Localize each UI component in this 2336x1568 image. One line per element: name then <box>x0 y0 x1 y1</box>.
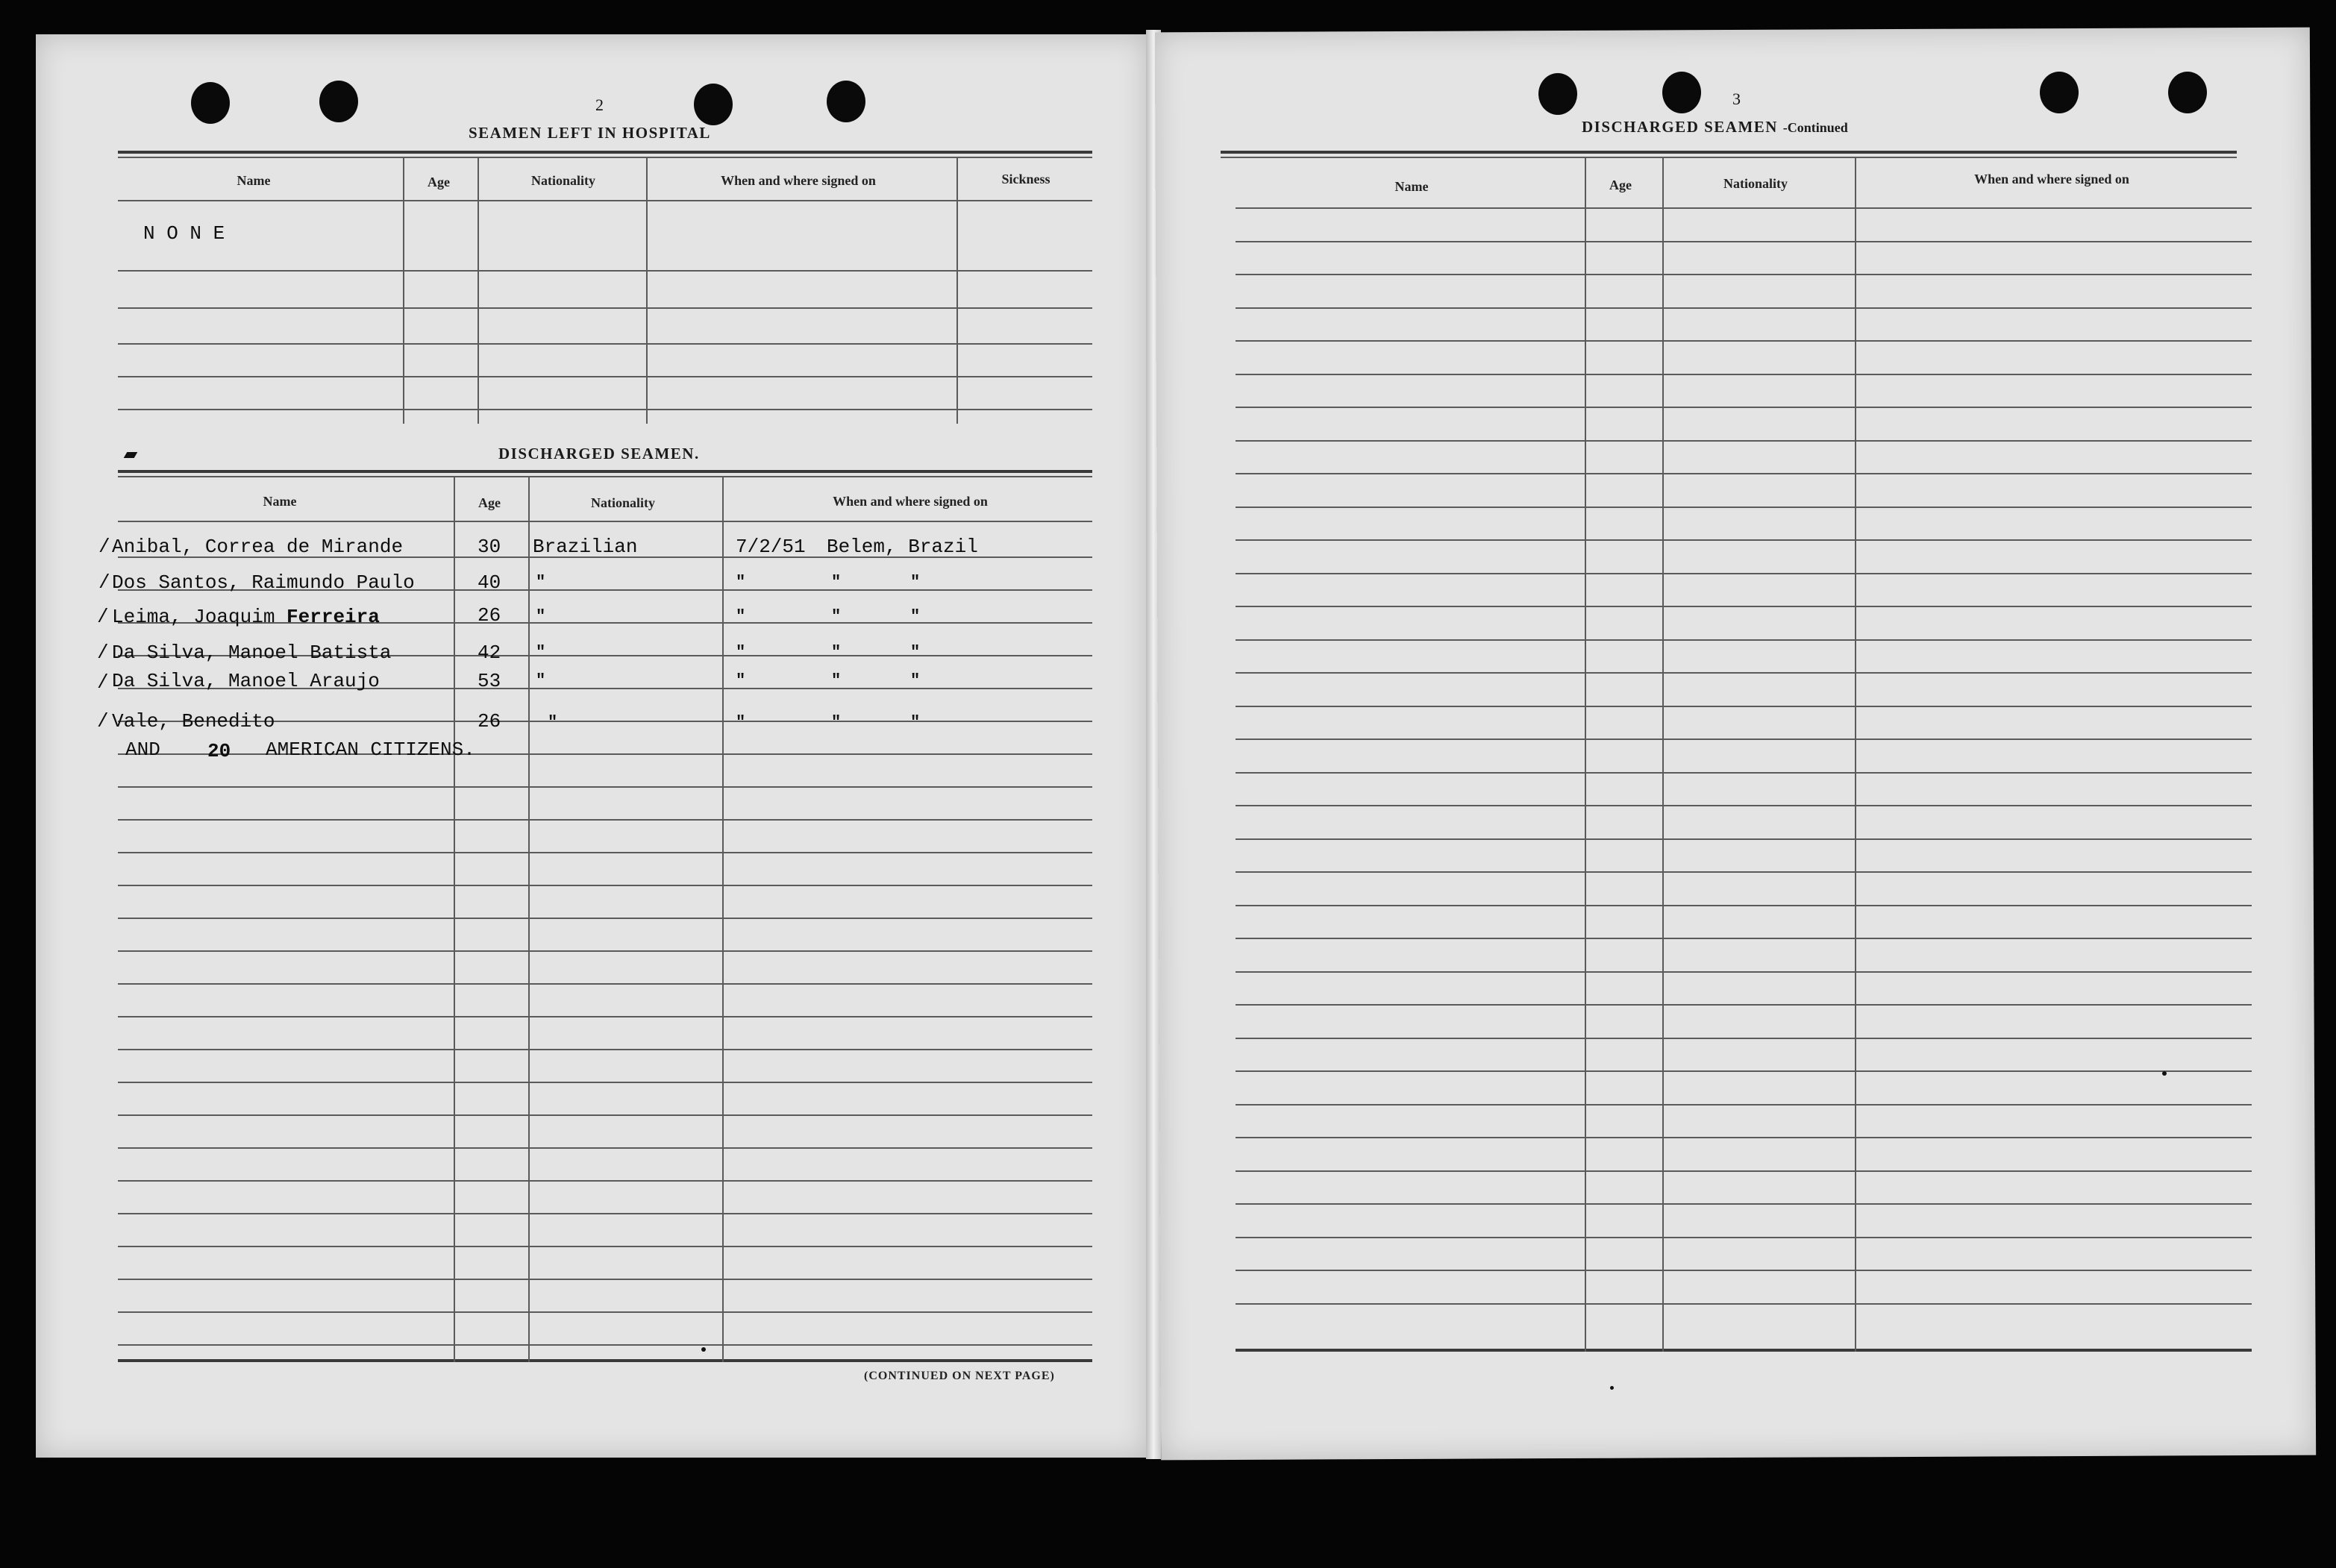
punch-hole <box>2168 72 2207 113</box>
col-divider <box>1662 158 1664 1352</box>
ruled-line <box>118 786 1092 788</box>
ruled-line <box>118 1279 1092 1280</box>
ruled-line <box>118 885 1092 886</box>
punch-hole <box>694 84 733 125</box>
ditto-mark: " <box>831 643 842 662</box>
col-sickness: Sickness <box>1001 172 1050 186</box>
ruled-line <box>1236 573 2252 574</box>
seaman-age: 30 <box>477 536 501 558</box>
col-age: Age <box>478 495 501 510</box>
ruled-line <box>1236 374 2252 375</box>
rule <box>118 470 1092 473</box>
ruled-line <box>1236 1137 2252 1138</box>
ditto-mark: " <box>736 573 746 592</box>
check-mark: / <box>97 642 109 664</box>
ruled-line <box>1236 706 2252 707</box>
ruled-line <box>118 819 1092 821</box>
ruled-line <box>1236 1038 2252 1039</box>
col-nationality: Nationality <box>590 495 655 510</box>
seaman-age: 42 <box>477 642 501 664</box>
ditto-mark: " <box>910 573 921 592</box>
ditto-mark: " <box>831 573 842 592</box>
col-divider <box>528 477 530 1362</box>
col-divider <box>454 477 455 1362</box>
ruled-line <box>118 918 1092 919</box>
ruled-line <box>1236 639 2252 641</box>
ditto-mark: " <box>736 643 746 662</box>
ruled-line <box>1236 307 2252 309</box>
ruled-line <box>1236 1237 2252 1238</box>
ruled-line <box>118 1246 1092 1247</box>
american-count: 20 <box>207 740 231 762</box>
ruled-line <box>1236 274 2252 275</box>
ruled-line <box>1236 738 2252 740</box>
ruled-line <box>118 1311 1092 1313</box>
discharged-continued-title <box>1582 118 1848 137</box>
ruled-line <box>118 852 1092 853</box>
punch-hole <box>191 82 230 124</box>
ruled-line <box>1236 905 2252 906</box>
ruled-line <box>118 1016 1092 1017</box>
col-when-where: When and where signed on <box>1974 172 2129 186</box>
ditto-mark: " <box>536 573 546 592</box>
seaman-name: Da Silva, Manoel Araujo <box>112 670 380 692</box>
american-and: AND <box>125 738 160 761</box>
page-number: 3 <box>1732 90 1741 108</box>
ruled-line <box>1236 473 2252 474</box>
title-suffix: -Continued <box>1782 120 1848 135</box>
ruled-line <box>1236 340 2252 342</box>
ruled-line <box>1236 1203 2252 1205</box>
seaman-nationality: Brazilian <box>533 536 638 558</box>
ruled-line <box>1236 606 2252 607</box>
ruled-line <box>1236 1070 2252 1072</box>
ruled-line <box>118 983 1092 985</box>
seaman-name <box>112 606 380 628</box>
col-divider <box>1855 158 1856 1352</box>
discharged-title: DISCHARGED SEAMEN. <box>498 445 700 462</box>
seaman-name-overstrike: Ferreira <box>286 606 380 628</box>
rule <box>118 409 1092 410</box>
signed-on-place: Belem, Brazil <box>827 536 978 558</box>
ruled-line <box>1236 1170 2252 1172</box>
ditto-mark: " <box>831 671 842 690</box>
hospital-title: SEAMEN LEFT IN HOSPITAL <box>469 124 711 142</box>
punch-hole <box>827 81 865 122</box>
ditto-mark: " <box>536 643 546 662</box>
ruled-line <box>1236 1004 2252 1006</box>
check-mark: / <box>98 536 110 558</box>
ruled-line <box>118 1213 1092 1214</box>
rule <box>118 476 1092 477</box>
hospital-none: N O N E <box>143 222 225 245</box>
rule <box>118 521 1092 522</box>
col-divider <box>722 477 724 1362</box>
ruled-line <box>118 1114 1092 1116</box>
rule <box>118 270 1092 272</box>
ruled-line <box>118 753 1092 755</box>
ruled-line <box>1236 539 2252 541</box>
ditto-mark: " <box>736 713 746 732</box>
seaman-name: Dos Santos, Raimundo Paulo <box>112 571 415 594</box>
ruled-line <box>1236 1104 2252 1106</box>
seaman-age: 40 <box>477 571 501 594</box>
punch-hole <box>1538 73 1577 115</box>
ditto-mark: " <box>910 671 921 690</box>
check-mark: / <box>97 606 109 628</box>
ditto-mark: " <box>736 607 746 626</box>
rule <box>118 200 1092 201</box>
col-divider <box>1585 158 1586 1352</box>
seaman-name: Da Silva, Manoel Batista <box>112 642 392 664</box>
punch-hole <box>319 81 358 122</box>
col-name: Name <box>1394 179 1429 194</box>
ditto-mark: " <box>536 671 546 690</box>
check-mark: / <box>97 671 109 694</box>
ruled-line <box>1236 1270 2252 1271</box>
ruled-line <box>1236 871 2252 873</box>
american-citizens: AMERICAN CITIZENS. <box>266 738 475 761</box>
ditto-mark: " <box>831 607 842 626</box>
ditto-mark: " <box>548 713 558 732</box>
col-age: Age <box>428 175 450 189</box>
ruled-line <box>118 1049 1092 1050</box>
punch-hole <box>2040 72 2079 113</box>
col-when-where: When and where signed on <box>833 494 988 509</box>
col-divider <box>477 158 479 424</box>
seaman-name: Vale, Benedito <box>112 710 275 733</box>
rule <box>118 157 1092 158</box>
title-text: DISCHARGED SEAMEN <box>1582 118 1778 136</box>
ink-dot <box>1610 1386 1614 1390</box>
ink-dot <box>2162 1071 2167 1076</box>
ruled-line <box>1236 241 2252 242</box>
check-mark: / <box>97 710 109 733</box>
ditto-mark: " <box>910 713 921 732</box>
rule <box>118 376 1092 377</box>
ruled-line <box>1236 971 2252 973</box>
ruled-line <box>1236 938 2252 939</box>
col-when-where: When and where signed on <box>721 173 876 188</box>
ruled-line <box>118 1147 1092 1149</box>
ruled-line <box>118 950 1092 952</box>
col-age: Age <box>1609 178 1632 192</box>
ruled-line <box>1236 440 2252 442</box>
left-page <box>36 34 1147 1458</box>
ruled-line <box>1236 772 2252 774</box>
punch-hole <box>1662 72 1701 113</box>
col-nationality: Nationality <box>1723 176 1788 191</box>
seaman-age: 26 <box>477 710 501 733</box>
rule <box>118 307 1092 309</box>
bottom-rule <box>1236 1349 2252 1352</box>
rule <box>1221 151 2237 154</box>
col-divider <box>403 158 404 424</box>
ditto-mark: " <box>831 713 842 732</box>
ruled-line <box>1236 407 2252 408</box>
bottom-rule <box>118 1359 1092 1362</box>
ditto-mark: " <box>536 607 546 626</box>
seaman-age: 26 <box>477 604 501 627</box>
col-name: Name <box>237 173 271 188</box>
col-divider <box>956 158 958 424</box>
ink-dot <box>701 1347 706 1352</box>
page-number: 2 <box>595 95 604 114</box>
ruled-line <box>1236 672 2252 674</box>
rule <box>118 151 1092 154</box>
rule <box>118 343 1092 345</box>
ruled-line <box>118 1082 1092 1083</box>
continued-footer: (CONTINUED ON NEXT PAGE) <box>864 1370 1055 1382</box>
ruled-line <box>118 1344 1092 1346</box>
ruled-line <box>1236 805 2252 806</box>
ruled-line <box>1236 207 2252 209</box>
ditto-mark: " <box>910 643 921 662</box>
ditto-mark: " <box>736 671 746 690</box>
ruled-line <box>1236 507 2252 508</box>
col-name: Name <box>263 494 297 509</box>
ruled-line <box>1236 1303 2252 1305</box>
col-divider <box>646 158 648 424</box>
rule <box>1221 157 2237 158</box>
check-mark: / <box>98 571 110 594</box>
ditto-mark: " <box>910 607 921 626</box>
ruled-line <box>1236 838 2252 840</box>
seaman-name: Anibal, Correa de Mirande <box>112 536 404 558</box>
signed-on-date: 7/2/51 <box>736 536 806 558</box>
ruled-line <box>118 1180 1092 1182</box>
col-nationality: Nationality <box>530 173 595 188</box>
seaman-age: 53 <box>477 670 501 692</box>
seaman-name-plain: Leima, Joaquim <box>112 606 287 628</box>
